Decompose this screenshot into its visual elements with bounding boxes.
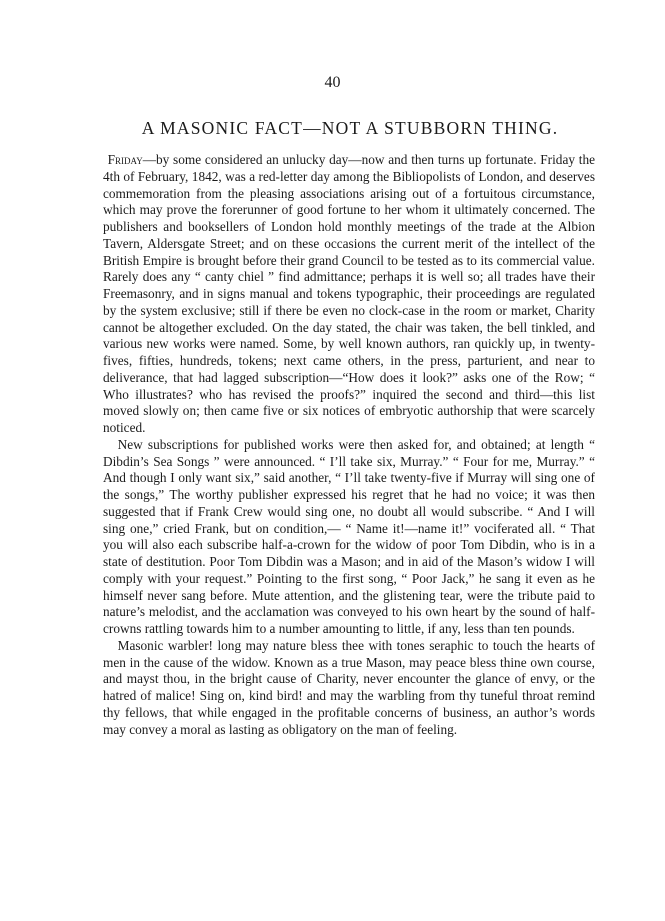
paragraph-text: —by some considered an unlucky day—now and then turns up fortunate. Friday the 4th of February, 1842, was a red-letter day among the Bibliopolists of London, and deserves commemoration from the pleasing associations arising out of a fortuitous circumstance, which may prove the forerunner of good fortune to her whom it ultimately concerned. The publishers and booksellers of London hold monthly meetings of the trade at the Albion Tavern, Aldersgate Street; and on these occasions the current merit of the intellect of the British Empire is brought before their grand Council to be tested as to its commercial value. Rarely does any “ canty chiel ” find admittance; perhaps it is well so; all trades have their Freemasonry, and in signs manual and tokens typographic, their proceedings are regulated by the system exclusive; still if there be even no clock-case in the room or market, Charity cannot be altogether excluded. On the day stated, the chair was taken, the bell tinkled, and various new works were named. Some, by well known authors, ran quickly up, in twenty-fives, fifties, hundreds, tokens; next came others, in the press, parturient, and near to deliverance, that had lagged subscription—“How does it look?” asks one of the Row; “ Who illustrates? who has revised the proofs?” inquired the second and third—this list moved slowly on; then came five or six notices of embryotic authorship that were scarcely noticed.: [103, 152, 595, 435]
article-body: [103, 152, 595, 738]
article-title: A MASONIC FACT—NOT A STUBBORN THING.: [141, 118, 559, 138]
paragraph-3: Masonic warbler! long may nature bless thee with tones seraphic to touch the hearts of men in the cause of the widow. Known as a true Mason, may peace bless thine own course, and mayst thou, in the bright cause of Charity, never encounter the glance of envy, or the hatred of malice! Sing on, kind bird! and may the warbling from thy tuneful throat remind thy fellows, that while engaged in the profitable concerns of business, an author’s words may convey a moral as lasting as obligatory on the man of feeling.: [103, 637, 595, 737]
paragraph-2: New subscriptions for published works were then asked for, and obtained; at length “ Dibdin’s Sea Songs ” were announced. “ I’ll take six, Murray.” “ Four for me, Murray.” “ And though I only want six,” said another, “ I’ll take twenty-five if Murray will sing one of the songs,” The worthy publisher expressed his regret that he had no voice; it was then suggested that if Frank Crew would sing one, no doubt all would subscribe. “ And I will sing one,” cried Frank, but on condition,— “ Name it!—name it!” vociferated all. “ That you will also each subscribe half-a-crown for the widow of poor Tom Dibdin, who is in a state of destitution. Poor Tom Dibdin was a Mason; and in aid of the Mason’s widow I will comply with your request.” Pointing to the first song, “ Poor Jack,” he sang it even as he himself never sang before. Mute attention, and the glistening tear, were the tribute paid to nature’s melodist, and the acclamation was conveyed to his own heart by the sound of half-crowns rattling towards him to a number amounting to little, if any, less than ten pounds.: [103, 436, 595, 636]
paragraph-lead-word: Friday: [107, 152, 143, 167]
paragraph-1: [103, 152, 595, 437]
page-number: 40: [324, 74, 341, 91]
